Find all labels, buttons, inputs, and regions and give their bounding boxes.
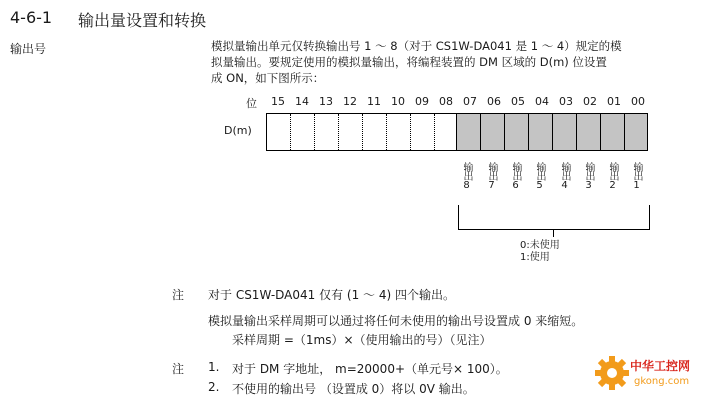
bit-number: 01 xyxy=(607,95,621,108)
bit-cell-used xyxy=(481,114,505,150)
intro-paragraph xyxy=(211,38,681,86)
bit-cell xyxy=(435,114,457,150)
bit-cell-used xyxy=(601,114,625,150)
intro-line: 成 ON，如下图所示： xyxy=(211,71,325,85)
bit-number: 09 xyxy=(415,95,429,108)
bit-cell xyxy=(291,114,315,150)
note-text: 对于 DM 字地址， m=20000+（单元号× 100）。 xyxy=(232,362,508,376)
bit-number: 11 xyxy=(367,95,381,108)
output-bracket-tick xyxy=(553,229,554,237)
bit-number: 15 xyxy=(271,95,285,108)
output-label: 输出3 xyxy=(583,162,594,190)
bit-number: 05 xyxy=(511,95,525,108)
bit-cell-used xyxy=(529,114,553,150)
bit-number: 10 xyxy=(391,95,405,108)
bit-cell-used xyxy=(625,114,647,150)
bit-cell-used xyxy=(505,114,529,150)
watermark-logo xyxy=(592,348,712,394)
bit-number: 07 xyxy=(463,95,477,108)
section-title: 输出量设置和转换 xyxy=(78,11,207,30)
note-text: 不使用的输出号 （设置成 0）将以 0V 输出。 xyxy=(232,382,475,396)
bit-number: 04 xyxy=(535,95,549,108)
bit-prefix: 位 xyxy=(246,97,257,110)
bit-legend xyxy=(520,240,560,264)
bit-cell xyxy=(339,114,363,150)
note-formula: 采样周期 =（1ms）×（使用输出的号）（见注） xyxy=(232,333,492,347)
legend-line: 0:未使用 xyxy=(520,240,560,251)
intro-line: 模拟量输出单元仅转换输出号 1 ～ 8（对于 CS1W-DA041 是 1 ～ 4）规定的模 xyxy=(211,39,622,53)
bit-cell xyxy=(315,114,339,150)
note-number: 2. xyxy=(208,380,220,394)
output-label: 输出2 xyxy=(607,162,618,190)
svg-text:gkong.com: gkong.com xyxy=(634,376,690,387)
note-text: 对于 CS1W-DA041 仅有 (1 ～ 4) 四个输出。 xyxy=(208,288,456,302)
bit-cell xyxy=(267,114,291,150)
bit-number-row xyxy=(266,95,648,109)
bit-cell xyxy=(411,114,435,150)
output-bracket xyxy=(458,205,650,230)
bit-cell xyxy=(387,114,411,150)
svg-text:中华工控网: 中华工控网 xyxy=(630,359,691,373)
intro-line: 拟量输出。要规定使用的模拟量输出，将编程装置的 DM 区域的 D(m) 位设置 xyxy=(211,55,607,69)
bit-register-box xyxy=(266,113,648,151)
output-label: 输出8 xyxy=(461,162,472,190)
bit-number: 13 xyxy=(319,95,333,108)
bit-number: 08 xyxy=(439,95,453,108)
note-number: 1. xyxy=(208,360,220,374)
bit-number: 00 xyxy=(631,95,645,108)
note-mark: 注 xyxy=(172,362,185,376)
bit-number: 06 xyxy=(487,95,501,108)
side-label: 输出号 xyxy=(10,42,47,56)
output-label: 输出4 xyxy=(559,162,570,190)
bit-cell-used xyxy=(457,114,481,150)
bit-cell xyxy=(363,114,387,150)
note-text: 模拟量输出采样周期可以通过将任何未使用的输出号设置成 0 来缩短。 xyxy=(208,314,584,328)
note-mark: 注 xyxy=(172,288,185,302)
bit-number: 14 xyxy=(295,95,309,108)
output-label: 输出5 xyxy=(534,162,545,190)
bit-number: 12 xyxy=(343,95,357,108)
register-label: D(m) xyxy=(224,124,252,137)
legend-line: 1:使用 xyxy=(520,252,550,263)
bit-cell-used xyxy=(553,114,577,150)
output-label: 输出1 xyxy=(631,162,642,190)
gear-logo-icon xyxy=(592,348,712,394)
output-label: 输出6 xyxy=(510,162,521,190)
section-number: 4-6-1 xyxy=(10,8,53,27)
bit-number: 02 xyxy=(583,95,597,108)
bit-cell-used xyxy=(577,114,601,150)
bit-number: 03 xyxy=(559,95,573,108)
output-label: 输出7 xyxy=(486,162,497,190)
